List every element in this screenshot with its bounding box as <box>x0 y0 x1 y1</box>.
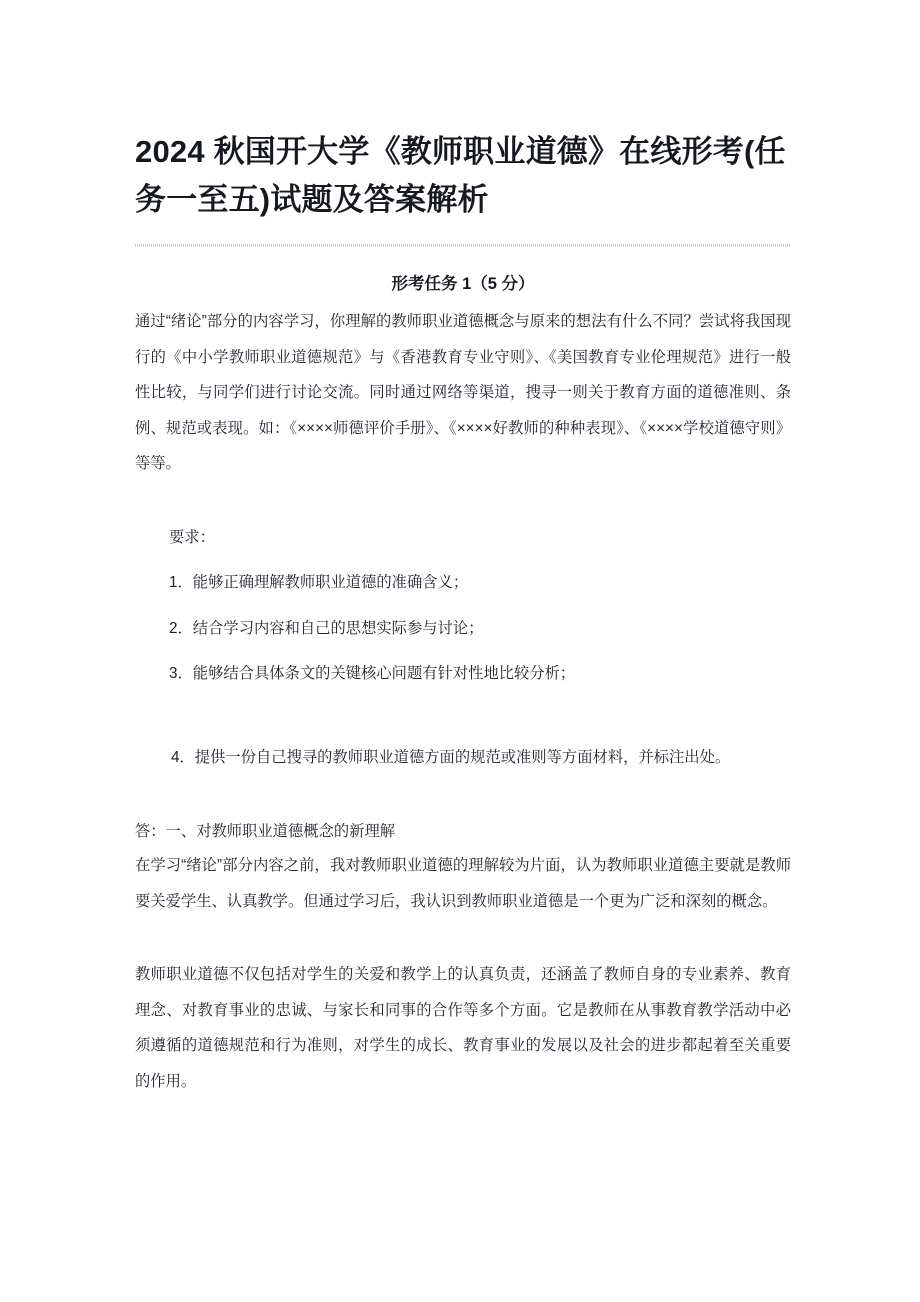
requirement-item-1: 1．能够正确理解教师职业道德的准确含义； <box>169 574 469 591</box>
answer-block <box>135 775 791 1099</box>
requirement-item-2: 2．结合学习内容和自己的思想实际参与讨论； <box>169 619 484 637</box>
answer-paragraph-2: 教师职业道德不仅包括对学生的关爱和教学上的认真负责，还涵盖了教师自身的专业素养、教育理念、对教育事业的忠诚、与家长和同事的合作等多个方面。它是教师在从事教育教学活动中必须遵循的道德规范和行为准则，对学生的成长、教育事业的发展以及社会的进步都起着至关重要的作用。 <box>135 966 791 1090</box>
document-content <box>135 0 791 1099</box>
requirements-label: 要求： <box>169 528 215 546</box>
answer-paragraph-1: 在学习“绪论”部分内容之前，我对教师职业道德的理解较为片面，认为教师职业道德主要就是教师要关爱学生、认真教学。但通过学习后，我认识到教师职业道德是一个更为广泛和深刻的概念。 <box>135 857 791 910</box>
requirement-item-3: 3．能够结合具体条文的关键核心问题有针对性地比较分析； <box>169 665 576 682</box>
answer-lead-line: 答：一、对教师职业道德概念的新理解 <box>135 823 396 840</box>
title-divider <box>135 244 790 247</box>
requirement-item-4: 4．提供一份自己搜寻的教师职业道德方面的规范或准则等方面材料，并标注出处。 <box>171 748 731 766</box>
section-heading-task-1: 形考任务 1（5 分） <box>391 275 535 293</box>
page-title: 2024 秋国开大学《教师职业道德》在线形考(任务一至五)试题及答案解析 <box>135 134 786 217</box>
requirements-block <box>135 482 791 776</box>
question-paragraph: 通过“绪论”部分的内容学习，你理解的教师职业道德概念与原来的想法有什么不同？尝试将我国现行的《中小学教师职业道德规范》与《香港教育专业守则》、《美国教育专业伦理规范》进行一般性比较，与同学们进行讨论交流。同时通过网络等渠道，搜寻一则关于教育方面的道德准则、条例、规范或表现。如：《××××师德评价手册》、《××××好教师的种种表现》、《××××学校道德守则》等等。 <box>135 313 791 472</box>
